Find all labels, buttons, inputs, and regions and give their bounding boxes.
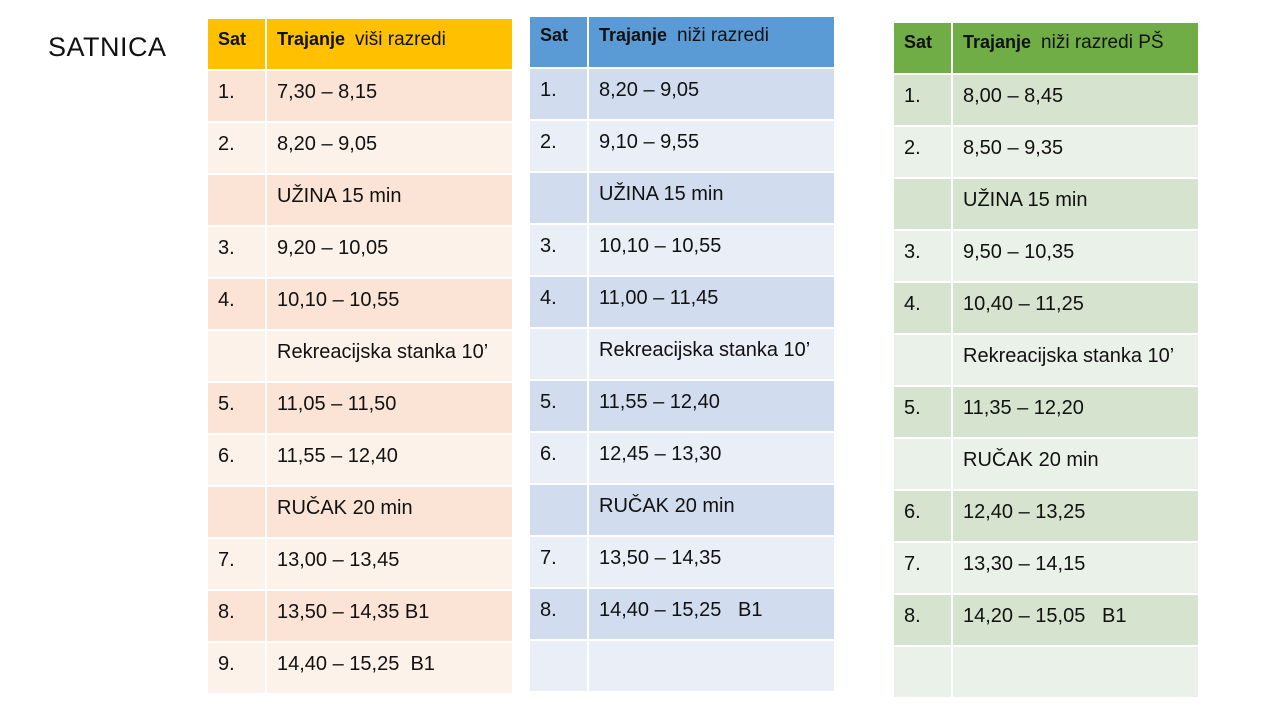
cell-sat: 4. bbox=[530, 276, 588, 328]
cell-sat bbox=[208, 330, 266, 382]
table-row bbox=[530, 328, 835, 380]
table-row bbox=[530, 484, 835, 536]
header-trajanje-label: Trajanje bbox=[963, 32, 1032, 52]
cell-sat bbox=[894, 334, 952, 386]
cell-sat: 9. bbox=[208, 642, 266, 694]
cell-sat: 8. bbox=[208, 590, 266, 642]
cell-time: RUČAK 20 min bbox=[266, 486, 513, 538]
cell-sat: 1. bbox=[894, 74, 952, 126]
cell-time: Rekreacijska stanka 10’ bbox=[952, 334, 1199, 386]
cell-time: 10,10 – 10,55 bbox=[588, 224, 835, 276]
table-row bbox=[894, 542, 1199, 594]
cell-sat: 3. bbox=[208, 226, 266, 278]
header-sat: Sat bbox=[208, 19, 266, 70]
table-row bbox=[894, 490, 1199, 542]
table-header-row bbox=[530, 17, 835, 68]
table-row bbox=[894, 74, 1199, 126]
cell-sat: 7. bbox=[530, 536, 588, 588]
table-header-row bbox=[208, 19, 513, 70]
cell-time: 9,10 – 9,55 bbox=[588, 120, 835, 172]
table-row bbox=[530, 172, 835, 224]
table-row bbox=[530, 640, 835, 692]
table-header-row bbox=[894, 23, 1199, 74]
cell-time: 12,45 – 13,30 bbox=[588, 432, 835, 484]
cell-time: 14,40 – 15,25 B1 bbox=[588, 588, 835, 640]
table-row bbox=[208, 122, 513, 174]
header-trajanje bbox=[952, 23, 1199, 74]
cell-sat: 6. bbox=[530, 432, 588, 484]
cell-sat bbox=[208, 486, 266, 538]
cell-sat: 3. bbox=[530, 224, 588, 276]
cell-time bbox=[952, 646, 1199, 698]
cell-time: 11,55 – 12,40 bbox=[588, 380, 835, 432]
schedule-table-lower-grades bbox=[530, 17, 836, 693]
cell-sat: 4. bbox=[894, 282, 952, 334]
table-row bbox=[530, 432, 835, 484]
cell-time: 13,00 – 13,45 bbox=[266, 538, 513, 590]
cell-time: Rekreacijska stanka 10’ bbox=[588, 328, 835, 380]
table-row bbox=[894, 334, 1199, 386]
cell-sat: 1. bbox=[208, 70, 266, 122]
table-row bbox=[530, 536, 835, 588]
table-row bbox=[894, 386, 1199, 438]
cell-sat bbox=[894, 178, 952, 230]
table-row bbox=[530, 224, 835, 276]
cell-time: 7,30 – 8,15 bbox=[266, 70, 513, 122]
table-row bbox=[894, 282, 1199, 334]
cell-time: 11,05 – 11,50 bbox=[266, 382, 513, 434]
cell-time: 12,40 – 13,25 bbox=[952, 490, 1199, 542]
header-grade-group: viši razredi bbox=[355, 29, 446, 50]
cell-sat: 7. bbox=[208, 538, 266, 590]
cell-sat bbox=[894, 646, 952, 698]
cell-sat bbox=[208, 174, 266, 226]
table-row bbox=[208, 278, 513, 330]
cell-sat bbox=[530, 640, 588, 692]
table-row bbox=[208, 538, 513, 590]
table-row bbox=[894, 438, 1199, 490]
cell-time: RUČAK 20 min bbox=[952, 438, 1199, 490]
cell-sat: 6. bbox=[208, 434, 266, 486]
header-sat: Sat bbox=[894, 23, 952, 74]
cell-sat bbox=[530, 328, 588, 380]
table-row bbox=[894, 178, 1199, 230]
cell-sat: 5. bbox=[530, 380, 588, 432]
schedule-table-upper-grades bbox=[208, 19, 514, 695]
cell-time: 13,50 – 14,35 B1 bbox=[266, 590, 513, 642]
table-row bbox=[894, 646, 1199, 698]
cell-sat: 6. bbox=[894, 490, 952, 542]
header-trajanje bbox=[588, 17, 835, 68]
table-row bbox=[530, 380, 835, 432]
schedule-table-lower-grades-ps bbox=[894, 23, 1200, 699]
cell-sat: 8. bbox=[894, 594, 952, 646]
table-row bbox=[530, 68, 835, 120]
cell-time: 8,50 – 9,35 bbox=[952, 126, 1199, 178]
table-row bbox=[208, 434, 513, 486]
cell-sat: 4. bbox=[208, 278, 266, 330]
cell-sat: 1. bbox=[530, 68, 588, 120]
table-row bbox=[530, 588, 835, 640]
cell-sat bbox=[530, 484, 588, 536]
cell-time: 14,40 – 15,25 B1 bbox=[266, 642, 513, 694]
header-trajanje-label: Trajanje bbox=[599, 25, 668, 45]
table-row bbox=[208, 226, 513, 278]
cell-sat: 2. bbox=[894, 126, 952, 178]
header-grade-group: niži razredi bbox=[677, 25, 769, 46]
cell-time: 8,20 – 9,05 bbox=[588, 68, 835, 120]
table-row bbox=[894, 126, 1199, 178]
cell-time: 13,30 – 14,15 bbox=[952, 542, 1199, 594]
header-trajanje bbox=[266, 19, 513, 70]
table-row bbox=[208, 590, 513, 642]
header-sat: Sat bbox=[530, 17, 588, 68]
cell-sat: 2. bbox=[208, 122, 266, 174]
cell-time: UŽINA 15 min bbox=[952, 178, 1199, 230]
cell-time: 9,50 – 10,35 bbox=[952, 230, 1199, 282]
cell-sat bbox=[530, 172, 588, 224]
header-trajanje-label: Trajanje bbox=[277, 29, 346, 49]
table-row bbox=[530, 276, 835, 328]
cell-time: 9,20 – 10,05 bbox=[266, 226, 513, 278]
table-row bbox=[530, 120, 835, 172]
cell-time: UŽINA 15 min bbox=[588, 172, 835, 224]
cell-time: Rekreacijska stanka 10’ bbox=[266, 330, 513, 382]
cell-time: 14,20 – 15,05 B1 bbox=[952, 594, 1199, 646]
table-row bbox=[208, 382, 513, 434]
table-row bbox=[208, 486, 513, 538]
cell-time: 13,50 – 14,35 bbox=[588, 536, 835, 588]
cell-sat: 3. bbox=[894, 230, 952, 282]
table-row bbox=[208, 70, 513, 122]
cell-time: 11,55 – 12,40 bbox=[266, 434, 513, 486]
table-row bbox=[208, 174, 513, 226]
cell-sat: 5. bbox=[894, 386, 952, 438]
cell-time: 8,20 – 9,05 bbox=[266, 122, 513, 174]
cell-sat: 8. bbox=[530, 588, 588, 640]
cell-time: 11,35 – 12,20 bbox=[952, 386, 1199, 438]
table-row bbox=[208, 330, 513, 382]
page-title: SATNICA bbox=[48, 32, 167, 62]
cell-time: RUČAK 20 min bbox=[588, 484, 835, 536]
cell-sat: 5. bbox=[208, 382, 266, 434]
table-row bbox=[208, 642, 513, 694]
cell-time: 10,10 – 10,55 bbox=[266, 278, 513, 330]
cell-time: 11,00 – 11,45 bbox=[588, 276, 835, 328]
table-row bbox=[894, 230, 1199, 282]
table-row bbox=[894, 594, 1199, 646]
cell-time: 10,40 – 11,25 bbox=[952, 282, 1199, 334]
cell-sat: 7. bbox=[894, 542, 952, 594]
header-grade-group: niži razredi PŠ bbox=[1041, 32, 1164, 53]
cell-time: UŽINA 15 min bbox=[266, 174, 513, 226]
cell-time bbox=[588, 640, 835, 692]
cell-sat bbox=[894, 438, 952, 490]
cell-sat: 2. bbox=[530, 120, 588, 172]
cell-time: 8,00 – 8,45 bbox=[952, 74, 1199, 126]
